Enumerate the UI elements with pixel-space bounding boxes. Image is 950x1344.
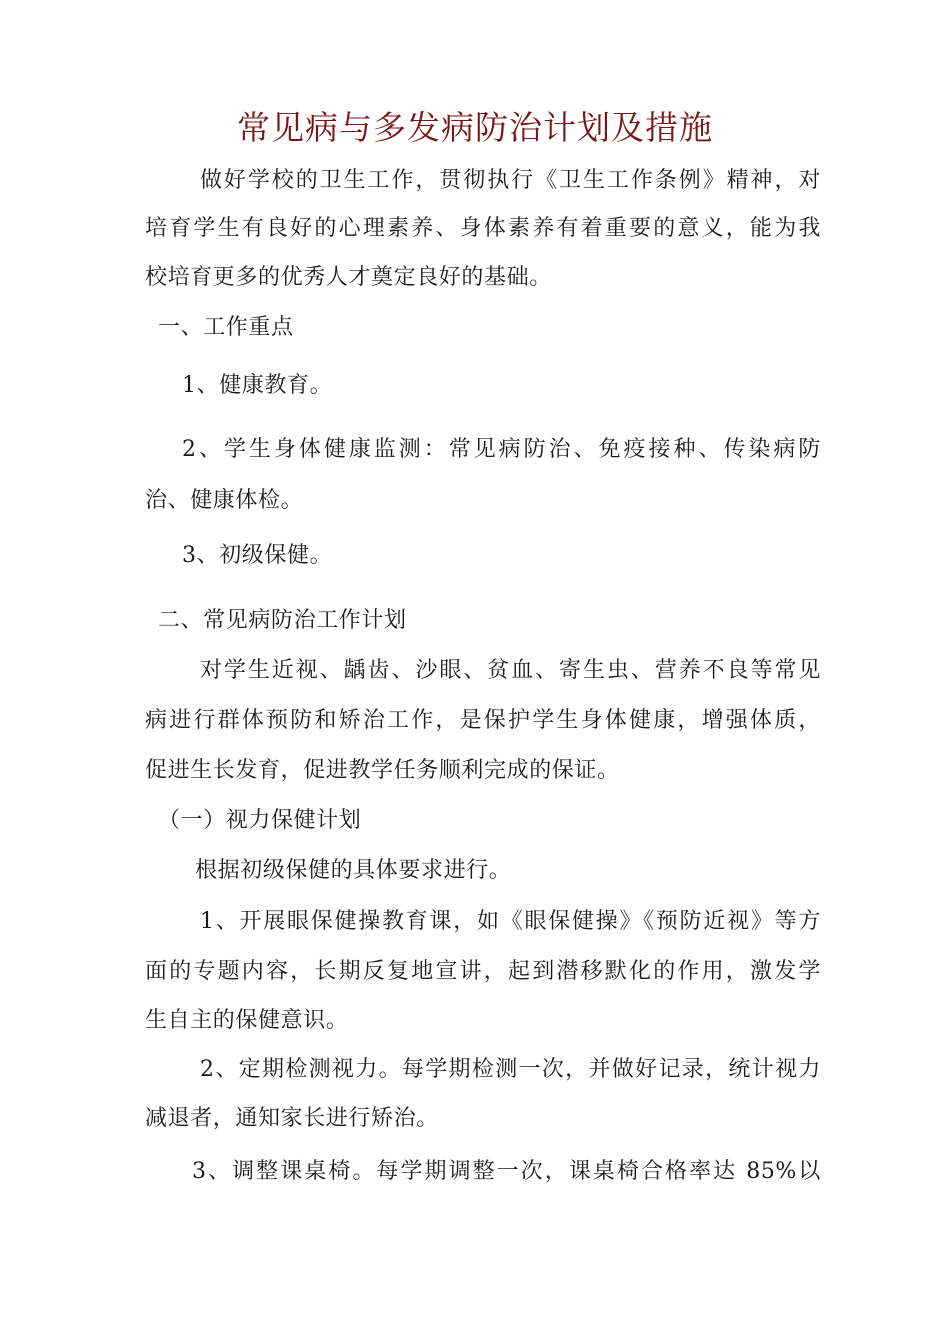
paragraph-line: 对学生近视、龋齿、沙眼、贫血、寄生虫、营养不良等常见 bbox=[200, 658, 821, 683]
list-item: 1、开展眼保健操教育课，如《眼保健操》《预防近视》等方 bbox=[200, 909, 821, 934]
subsection-heading: （一）视力保健计划 bbox=[158, 808, 362, 833]
paragraph-line: 病进行群体预防和矫治工作，是保护学生身体健康，增强体质， bbox=[145, 708, 821, 733]
list-item: 2、定期检测视力。每学期检测一次，并做好记录，统计视力 bbox=[200, 1057, 821, 1082]
list-item: 3、初级保健。 bbox=[182, 543, 333, 568]
list-item-continued: 治、健康体检。 bbox=[145, 488, 304, 513]
list-item-continued: 面的专题内容，长期反复地宣讲，起到潜移默化的作用，激发学 bbox=[145, 959, 821, 984]
section-heading: 一、工作重点 bbox=[158, 315, 294, 340]
list-item: 3、调整课桌椅。每学期调整一次，课桌椅合格率达 85%以 bbox=[192, 1159, 821, 1184]
list-item-continued: 生自主的保健意识。 bbox=[145, 1008, 349, 1033]
paragraph-line: 校培育更多的优秀人才奠定良好的基础。 bbox=[145, 265, 552, 290]
list-item: 2、学生身体健康监测：常见病防治、免疫接种、传染病防 bbox=[182, 437, 821, 462]
document-title: 常见病与多发病防治计划及措施 bbox=[237, 108, 713, 147]
list-item: 1、健康教育。 bbox=[182, 373, 333, 398]
paragraph-line: 促进生长发育，促进教学任务顺利完成的保证。 bbox=[145, 758, 620, 783]
paragraph-line: 根据初级保健的具体要求进行。 bbox=[195, 858, 512, 883]
paragraph-line: 培育学生有良好的心理素养、身体素养有着重要的意义，能为我 bbox=[145, 216, 821, 241]
list-item-continued: 减退者，通知家长进行矫治。 bbox=[145, 1106, 439, 1131]
section-heading: 二、常见病防治工作计划 bbox=[158, 608, 407, 633]
paragraph-line: 做好学校的卫生工作，贯彻执行《卫生工作条例》精神，对 bbox=[200, 168, 821, 193]
